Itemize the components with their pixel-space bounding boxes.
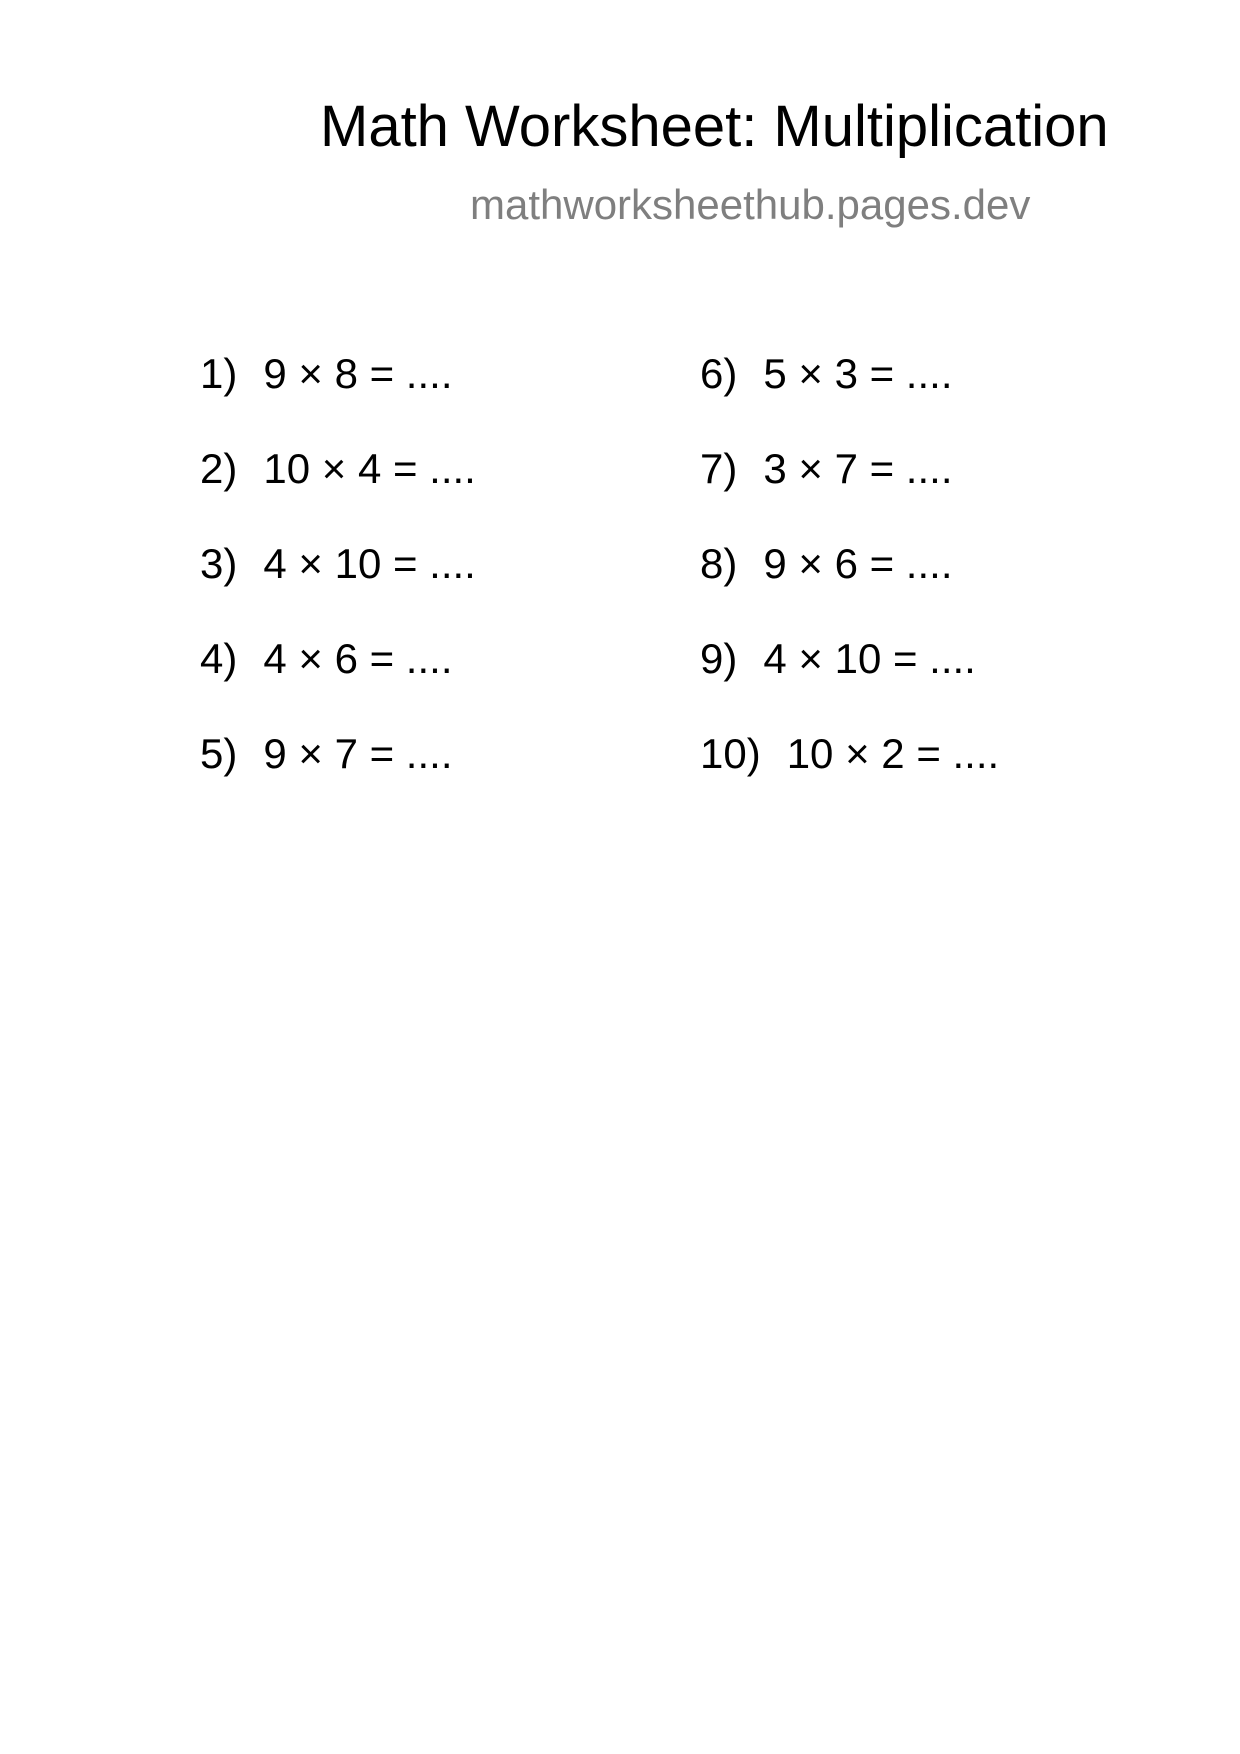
problem-expression: 10 × 2 = .... xyxy=(786,730,1000,777)
problem-expression: 3 × 7 = .... xyxy=(763,445,953,492)
problem-expression: 10 × 4 = .... xyxy=(263,445,476,492)
problem-expression: 9 × 6 = .... xyxy=(763,540,953,587)
problem-number: 2) xyxy=(200,445,238,492)
problem-expression: 4 × 10 = .... xyxy=(763,635,976,682)
problem-number: 1) xyxy=(200,350,238,397)
page-title: Math Worksheet: Multiplication xyxy=(320,94,1109,159)
problem-item xyxy=(200,350,476,448)
problems-column-right xyxy=(700,350,1000,828)
problem-number: 6) xyxy=(700,350,738,397)
problem-item xyxy=(200,730,476,828)
problem-number: 7) xyxy=(700,445,738,492)
problem-number: 4) xyxy=(200,635,238,682)
problem-expression: 4 × 6 = .... xyxy=(263,635,453,682)
problem-item xyxy=(700,445,999,543)
problem-item xyxy=(700,540,999,638)
problem-expression: 9 × 8 = .... xyxy=(263,350,453,397)
problem-item xyxy=(700,635,999,733)
problem-number: 8) xyxy=(700,540,738,587)
problem-expression: 4 × 10 = .... xyxy=(263,540,476,587)
problem-number: 10) xyxy=(700,730,761,777)
problem-item xyxy=(200,540,476,638)
problem-item xyxy=(200,635,476,733)
problems-column-left xyxy=(200,350,476,828)
problem-number: 9) xyxy=(700,635,738,682)
problem-number: 3) xyxy=(200,540,238,587)
site-url: mathworksheethub.pages.dev xyxy=(470,181,1031,228)
problem-item xyxy=(200,445,476,543)
problem-expression: 9 × 7 = .... xyxy=(263,730,453,777)
problem-expression: 5 × 3 = .... xyxy=(763,350,953,397)
problem-number: 5) xyxy=(200,730,238,777)
problem-item xyxy=(700,350,999,448)
problem-item xyxy=(700,730,1000,828)
